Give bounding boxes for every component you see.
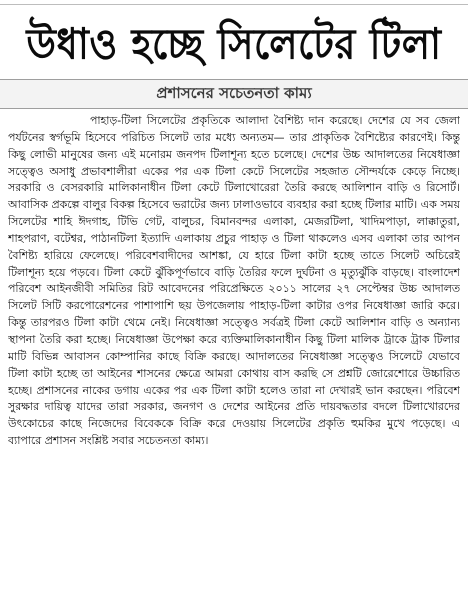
article-body: পাহাড়-টিলা সিলেটের প্রকৃতিকে আলাদা বৈশিষ্ট্য দান করেছে। দেশের যে সব জেলা পর্যটনের স্বর্গভূমি হিসেবে পরিচিত সিলেট তার মধ্যে অন্যতম— তার প্রাকৃতিক বৈশিষ্ট্যের কারণেই। কিন্তু কিছু লোভী মানুষের জন্য এই মনোরম জনপদ টিলাশূন্য হতে চলেছে। দেশের উচ্চ আদালতের নিষেধাজ্ঞা সত্ত্বেও অসাধু প্রভাবশালীরা একের পর এক টিলা কেটে সিলেটের সহজাত সৌন্দর্যকে কেড়ে নিচ্ছে। সরকারি ও বেসরকারি মালিকানাধীন টিলা কেটে টিলাখোরেরা তৈরি করছে আলিশান বাড়ি ও রিসোর্ট। আবাসিক প্রকল্পে বালুর বিকল্প হিসেবে ভরাটের জন্য ঢালাওভাবে ব্যবহার করা হচ্ছে টিলার মাটি। এক সময় সিলেটের শাহি ঈদগাহ, টিভি গেট, বালুচর, বিমানবন্দর এলাকা, মেজরটিলা, খাদিমপাড়া, লাক্কাতুরা, শাহপরাণ, বটেশ্বর, পাঠানটিলা ইত্যাদি এলাকায় প্রচুর পাহাড় ও টিলা থাকলেও এসব এলাকা তার আপন বৈশিষ্ট্য হারিয়ে ফেলেছে। পরিবেশবাদীদের আশঙ্কা, যে হারে টিলা কাটা হচ্ছে তাতে সিলেট অচিরেই টিলাশূন্য হয়ে পড়বে। টিলা কেটে ঝুঁকিপূর্ণভাবে বাড়ি তৈরির ফলে দুর্ঘটনা ও মৃত্যুঝুঁকি বাড়ছে। বাংলাদেশ পরিবেশ আইনজীবী সমিতির রিট আবেদনের পরিপ্রেক্ষিতে ২০১১ সালের ২৭ সেপ্টেম্বর উচ্চ আদালত সিলেট সিটি করপোরেশনের পাশাপাশি ছয় উপজেলায় পাহাড়-টিলা কাটার ওপর নিষেধাজ্ঞা জারি করে। কিন্তু তারপরও টিলা কাটা থেমে নেই। নিষেধাজ্ঞা সত্ত্বেও সর্বত্রই টিলা কেটে আলিশান বাড়ি ও অন্যান্য স্থাপনা তৈরি করা হচ্ছে। নিষেধাজ্ঞা উপেক্ষা করে ব্যক্তিমালিকানাধীন কিছু টিলা মালিক ট্রাকে ট্রাক টিলার মাটি বিভিন্ন আবাসন কোম্পানির কাছে বিক্রি করছে। আদালতের নিষেধাজ্ঞা সত্ত্বেও সিলেটে যেভাবে টিলা কাটা হচ্ছে তা আইনের শাসনের ক্ষেত্রে আমরা কোথায় বাস করছি সে প্রশ্নটি জোরেশোরে উচ্চারিত হচ্ছে। প্রশাসনের নাকের ডগায় একের পর এক টিলা কাটা হলেও তারা না দেখারই ভান করছেন। পরিবেশ সুরক্ষার দায়িত্ব যাদের তারা সরকার, জনগণ ও দেশের আইনের প্রতি দায়বদ্ধতার বদলে টিলাখোরদের উৎকোচের কাছে নিজেদের বিবেককে বিক্রি করে দেওয়ায় সিলেটের প্রকৃতি হুমকির মুখে পড়েছে। এ ব্যাপারে প্রশাসন সংশ্লিষ্ট সবার সচেতনতা কাম্য। (8, 114, 460, 448)
top-rule (0, 0, 468, 5)
article-subheadline: প্রশাসনের সচেতনতা কাম্য (156, 83, 312, 102)
article-headline: উধাও হচ্ছে সিলেটের টিলা (26, 19, 442, 69)
subheadline-band (0, 79, 468, 109)
